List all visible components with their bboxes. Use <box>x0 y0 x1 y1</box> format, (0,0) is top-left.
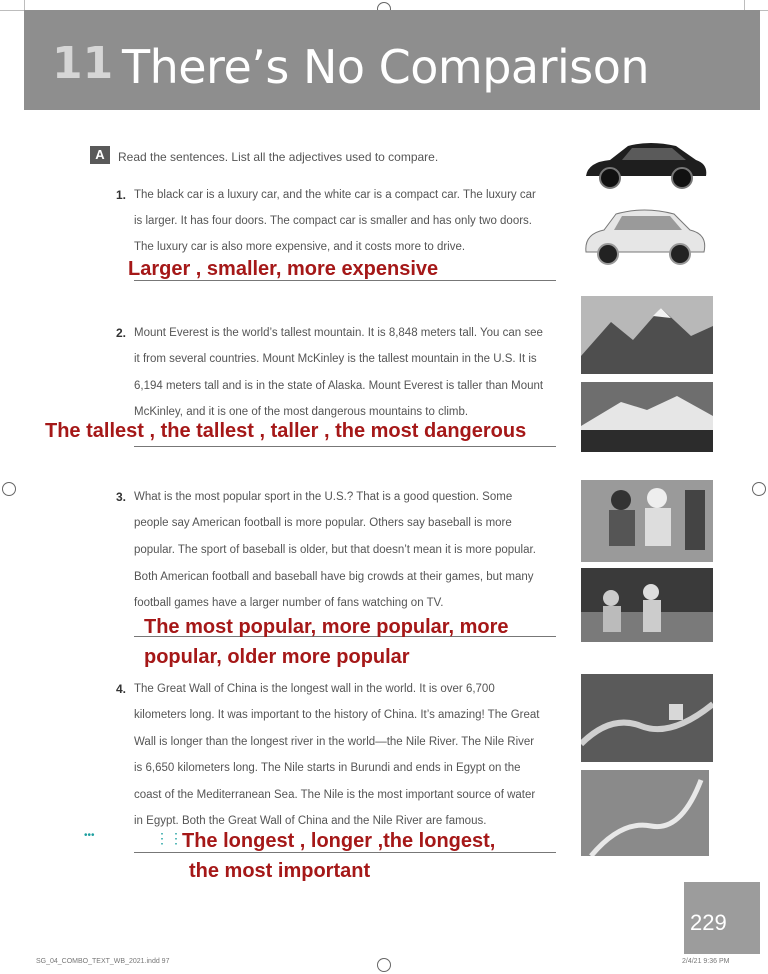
item-text-line: Wall is longer than the longest river in the world—the Nile River. The Nile River <box>134 736 535 748</box>
item-text-line: Both American football and baseball have big crowds at their games, but many <box>134 571 534 583</box>
item-text-line: people say American football is more popular. Others say baseball is more <box>134 517 512 529</box>
item-text-line: The Great Wall of China is the longest wall in the world. It is over 6,700 <box>134 683 495 695</box>
item-text-line: The black car is a luxury car, and the white car is a compact car. The luxury car <box>134 189 536 201</box>
white-car-photo <box>580 204 710 268</box>
mount-mckinley-photo <box>581 382 713 452</box>
handwritten-answer: The longest , longer ,the longest, <box>182 830 496 852</box>
mountain-everest-photo <box>581 296 713 374</box>
item-number: 2. <box>116 326 127 340</box>
item-text-line: What is the most popular sport in the U.S.? That is a good question. Some <box>134 491 513 503</box>
item-text-line: coast of the Mediterranean Sea. The Nile is the most important source of water <box>134 789 536 801</box>
item-text-line: football games have a larger number of fans watching on TV. <box>134 597 444 609</box>
handwritten-answer: Larger , smaller, more expensive <box>128 258 439 280</box>
footer-file: SG_04_COMBO_TEXT_WB_2021.indd 97 <box>36 958 170 965</box>
page-number: 229 <box>690 910 727 935</box>
item-number: 3. <box>116 490 127 504</box>
answer-line <box>134 446 556 447</box>
item-text-line: Mount Everest is the world’s tallest mountain. It is 8,848 meters tall. You can see <box>134 327 543 339</box>
crop-mark <box>24 0 25 10</box>
dots-icon: ⋮⋮ <box>155 830 183 846</box>
crop-mark <box>0 10 24 11</box>
item-text-line: popular. The sport of baseball is older, but that doesn’t mean it is more popular. <box>134 544 536 556</box>
section-letter: A <box>90 146 110 164</box>
item-text-line: The luxury car is also more expensive, and it costs more to drive. <box>134 241 466 253</box>
handwritten-answer: The most popular, more popular, more <box>144 616 509 638</box>
item-text-line: is larger. It has four doors. The compact car is smaller and has only two doors. <box>134 215 532 227</box>
dots-icon: ••• <box>84 830 95 841</box>
handwritten-answer: the most important <box>189 860 371 882</box>
item-text-line: it from several countries. Mount McKinley is the tallest mountain in the U.S. It is <box>134 353 537 365</box>
item-text-line: 6,194 meters tall and is in the state of Alaska. Mount Everest is taller than Mount <box>134 380 544 392</box>
handwritten-answer: popular, older more popular <box>144 646 410 668</box>
registration-mark-icon <box>377 958 391 972</box>
great-wall-photo <box>581 674 713 762</box>
footer-date: 2/4/21 9:36 PM <box>682 958 730 965</box>
item-text-line: McKinley, and it is one of the most dangerous mountains to climb. <box>134 406 469 418</box>
item-number: 4. <box>116 682 127 696</box>
registration-mark-icon <box>752 482 766 496</box>
item-text-line: kilometers long. It was important to the history of China. It’s amazing! The Great <box>134 709 540 721</box>
page-title: There’s No Comparison <box>122 40 650 94</box>
black-car-photo <box>580 132 710 196</box>
item-text-line: is 6,650 kilometers long. The Nile starts in Burundi and ends in Egypt on the <box>134 762 521 774</box>
handwritten-answer: The tallest , the tallest , taller , the most dangerous <box>45 420 527 442</box>
instruction-text: Read the sentences. List all the adjectives used to compare. <box>118 150 439 164</box>
nile-river-photo <box>581 770 709 856</box>
crop-mark <box>744 0 745 10</box>
registration-mark-icon <box>2 482 16 496</box>
baseball-photo <box>581 568 713 642</box>
chapter-number: 11 <box>52 38 114 89</box>
football-photo <box>581 480 713 562</box>
item-number: 1. <box>116 188 127 202</box>
item-text-line: in Egypt. Both the Great Wall of China and the Nile River are famous. <box>134 815 487 827</box>
